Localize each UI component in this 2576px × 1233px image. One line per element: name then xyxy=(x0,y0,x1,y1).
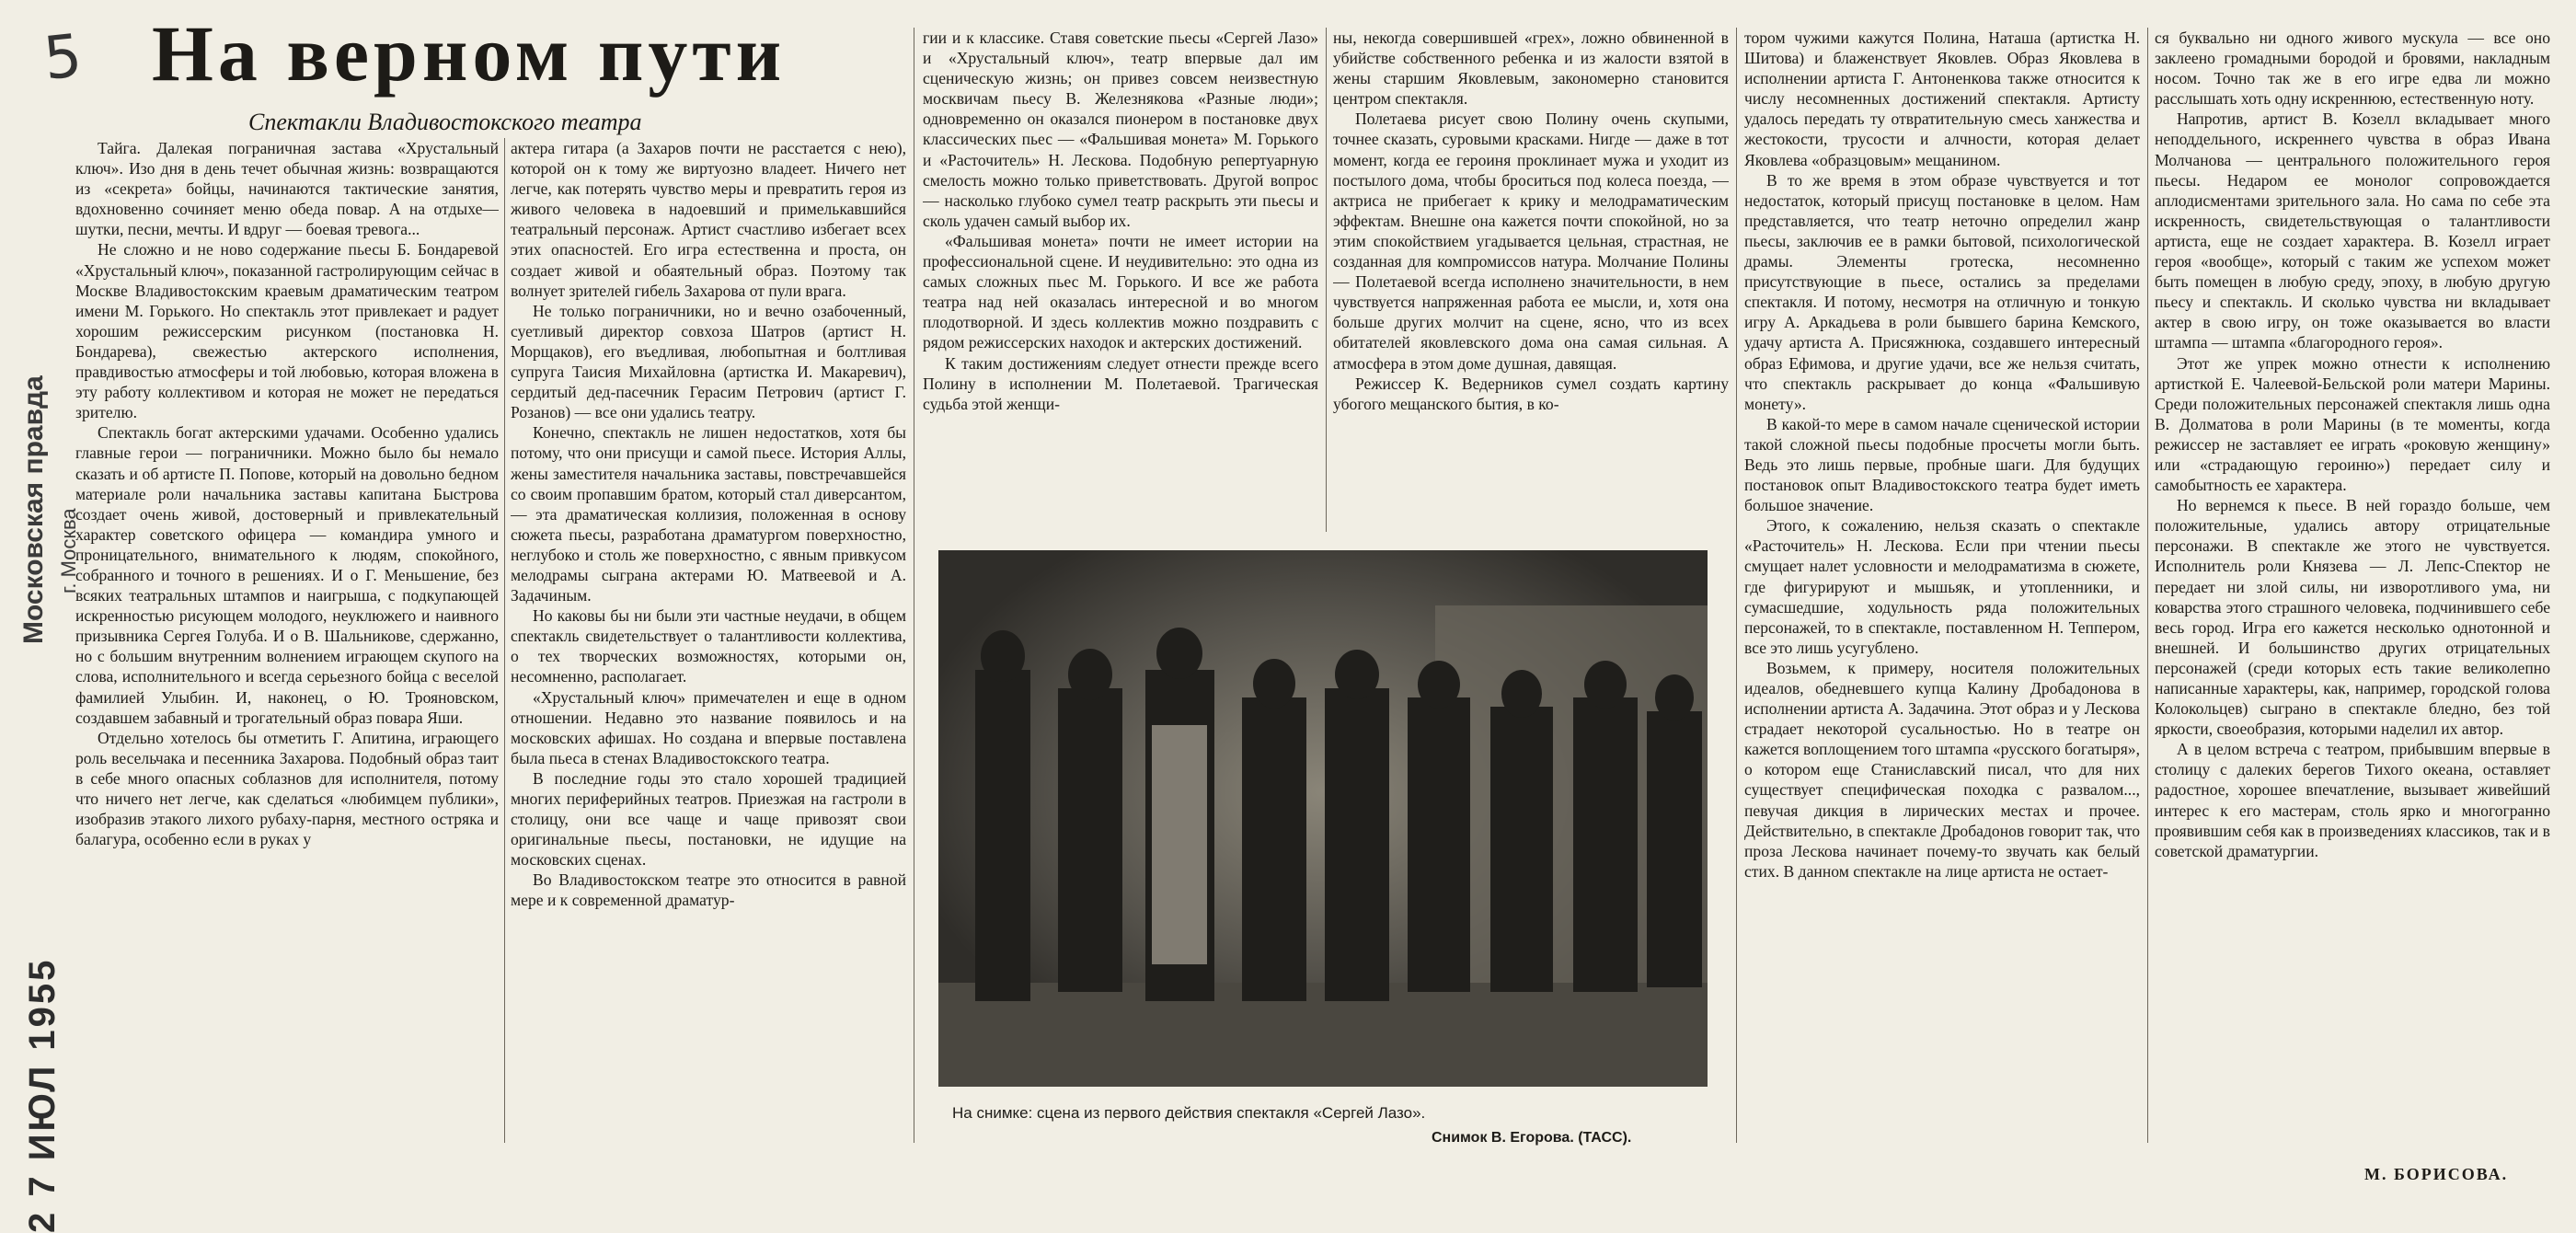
article-paragraph: Отдельно хотелось бы отметить Г. Апитина, играющего роль весельчака и песенника Захарова. Подобный образ таит в себе много опасных соблазнов для исполнителя, потому что ничего нет легче, как сделаться «любимцем публики», изобразив этакого лихого рубаху-парня, местного остряка и балагура, особенно если в руках у xyxy=(75,728,499,849)
article-paragraph: Тайга. Далекая пограничная застава «Хрустальный ключ». Изо дня в день течет обычная жизнь: возвращаются из «секрета» бойцы, начинаются тактические занятия, вдохновенно сочиняет меню обеда повар. А на отдыхе—шутки, песни, мечты. И вдруг — боевая тревога... xyxy=(75,139,499,239)
photo-credit: Снимок В. Егорова. (ТАСС). xyxy=(1432,1130,1632,1146)
article-paragraph: Но вернемся к пьесе. В ней гораздо больше, чем положительные, удались автору отрицательные персонажи. В спектакле же этого не чувствуется. Исполнитель роли Князева — Л. Лепс-Спектор не передает ни злой силы, ни изворотливого ума, ни коварства этого страшного человека, подчинившего себе весь город. Игра его кажется несколько однотонной и внешней. И большинство других отрицательных персонажей (среди которых есть такие великолепно написанные характеры, как, например, городской голова Колокольцев) сыграно в спектакле бледно, без той яркости, своеобразия, которыми наделил их автор. xyxy=(2155,496,2550,739)
column-6 xyxy=(2155,28,2550,1161)
article-paragraph: Не сложно и не ново содержание пьесы Б. Бондаревой «Хрустальный ключ», показанной гастролирующим сейчас в Москве Владивостокским краевым драматическим театром имени М. Горького. Но спектакль этот привлекает и радует хорошим режиссерским рисунком (постановка Н. Бондарева), свежестью актерского исполнения, правдивостью атмосферы и той любовью, которая вложена в эту работу коллективом и которая не может не передаться зрителю. xyxy=(75,240,499,422)
article-paragraph: В последние годы это стало хорошей традицией многих периферийных театров. Приезжая на гастроли в столицу, они все чаще и чаще привозят свои оригинальные пьесы, постановки, не идущие на московских сценах. xyxy=(511,768,906,870)
article-paragraph: Режиссер К. Ведерников сумел создать картину убогого мещанского бытия, в ко- xyxy=(1333,374,1729,413)
stage-photo xyxy=(938,550,1708,1087)
stamp-date: 2 7 ИЮЛ 1955 xyxy=(22,957,63,1233)
column-4 xyxy=(1333,28,1729,532)
article-paragraph: Полетаева рисует свою Полину очень скупыми, точнее сказать, суровыми красками. Нигде — даже в тот момент, когда ее героиня проклинает мужа и уходит из постылого дома, чтобы броситься под колеса поезда, — актриса не прибегает к крику и мелодраматическим эффектам. Внешне она кажется почти спокойной, но за этим спокойствием угадывается цельная, страстная, не созданная для компромиссов натура. Молчание Полины — Полетаевой всегда исполнено значительности, в нем чувствуется напряженная работа ее мысли, и, хотя она больше других молчит на сцене, ясно, что из всех обитателей яковлевского дома она самая сильная. А атмосфера в этом доме душная, давящая. xyxy=(1333,109,1729,373)
handwritten-number: 5 xyxy=(40,22,86,94)
article-paragraph: Этого, к сожалению, нельзя сказать о спектакле «Расточитель» Н. Лескова. Если при чтении пьесы смущает налет условности и мелодраматизма в сюжете, где фигурируют и мышьяк, и утопленники, и сумасшедшие, ходульность ряда положительных персонажей, то в спектакле, поставленном Н. Теппером, все это лишь усугублено. xyxy=(1744,516,2140,657)
column-3 xyxy=(923,28,1318,532)
column-2 xyxy=(511,138,906,1150)
article-paragraph: ны, некогда совершившей «грех», ложно обвиненной в убийстве собственного ребенка и из жалости взятой в жены старшим Яковлевым, закономерно становится центром спектакля. xyxy=(1333,29,1729,109)
column-5 xyxy=(1744,28,2140,1161)
article-paragraph: Но каковы бы ни были эти частные неудачи, в общем спектакль свидетельствует о талантливости коллектива, о тех творческих возможностях, которыми он, несомненно, располагает. xyxy=(511,606,906,686)
article-paragraph: Не только пограничники, но и вечно озабоченный, суетливый директор совхоза Шатров (артист Н. Морщаков), его въедливая, любопытная и болтливая супруга Таисия Михайловна (артистка И. Макаревич), сердитый дед-пасечник Герасим Петрович (артист Г. Розанов) — все они удались театру. xyxy=(511,301,906,422)
article-paragraph: Во Владивостокском театре это относится в равной мере и к современной драматур- xyxy=(511,870,906,910)
stamp-newspaper-name: Московская правда xyxy=(18,375,49,644)
article-title: На верном пути xyxy=(152,9,787,98)
article-paragraph: актера гитара (а Захаров почти не расстается с нею), которой он к тому же виртуозно владеет. Ничего нет легче, как потерять чувство меры и превратить героя из живого человека в надоевший и примелькавшийся театральный персонаж. Артист счастливо избегает всех этих опасностей. Его игра естественна и проста, он создает живой и обаятельный образ. Поэтому так волнует зрителей гибель Захарова от пули врага. xyxy=(511,139,906,300)
article-subtitle: Спектакли Владивостокского театра xyxy=(248,109,642,135)
photo-caption: На снимке: сцена из первого действия спектакля «Сергей Лазо». xyxy=(952,1104,1426,1122)
column-rule xyxy=(1326,28,1327,532)
article-paragraph: В какой-то мере в самом начале сценической истории такой сложной пьесы подобные просчеты могли быть. Ведь это лишь первые, пробные шаги. Для будущих постановок опыт Владивостокского театра будет иметь большое значение. xyxy=(1744,414,2140,515)
article-paragraph: Возьмем, к примеру, носителя положительных идеалов, обедневшего купца Калину Дробадонова в исполнении артиста А. Задачина. Этот образ и у Лескова страдает некоторой сусальностью. Но в театре он кажется воплощением того штампа «русского богатыря», о котором еще Станиславский писал, что для них существует специфическая походка с развалом..., певучая дикция в лирических местах и прочее. Действительно, в спектакле Дробадонов говорит так, что проза Лескова начинает почему-то звучать как белый стих. В данном спектакле на лице артиста не остает- xyxy=(1744,658,2140,881)
article-paragraph: В то же время в этом образе чувствуется и тот недостаток, который присущ постановке в целом. Нам представляется, что театр неточно определил жанр пьесы, заключив ее в рамки бытовой, психологической драмы. Элементы гротеска, несомненно присутствующие в пьесе, остались за пределами спектакля. И потому, несмотря на отличную и тонкую игру А. Аркадьева в роли бывшего барина Кемского, удачу артиста А. Присяжнюка, создавшего интересный образ Ефимова, и другие удачи, все же нельзя считать, что спектакль раскрывает до конца «Фальшивую монету». xyxy=(1744,170,2140,413)
column-rule xyxy=(1736,28,1737,1143)
column-rule xyxy=(504,138,505,1143)
article-paragraph: Спектакль богат актерскими удачами. Особенно удались главные герои — пограничники. Можно было бы немало сказать и об артисте П. Попове, который на довольно бедном материале роли начальника заставы капитана Быстрова создает очень живой, достоверный и привлекательный характер советского офицера — командира умного и проницательного, внимательного к людям, спокойного, собранного и точного в решениях. И о Г. Меньшение, без всяких театральных штампов и наигрыша, с подкупающей искренностью рисующем молодого, неуклюжего и наивного призывника Сергея Голуба. И о В. Шальникове, сдержанно, но с большим внутренним волнением играющем скупого на слова, исполнительного и всегда серьезного бойца с веселой фамилией Улыбин. И, наконец, о Ю. Трояновском, создавшем забавный и трогательный образ повара Яши. xyxy=(75,423,499,727)
article-paragraph: ся буквально ни одного живого мускула — все оно заклеено громадными бородой и бровями, накладным носом. Точно так же в его игре едва ли можно расслышать хоть одну искреннюю, естественную ноту. xyxy=(2155,29,2550,109)
column-rule xyxy=(2147,28,2148,1143)
stamp-city: г. Москва xyxy=(57,508,80,593)
author-signature: М. БОРИСОВА. xyxy=(2364,1165,2509,1183)
article-paragraph: гии и к классике. Ставя советские пьесы «Сергей Лазо» и «Хрустальный ключ», театр впервые дал им сценическую жизнь; он привез совсем неизвестную москвичам пьесу В. Железнякова «Разные люди»; одновременно он оказался пионером в постановке двух классических пьес — «Фальшивая монета» М. Горького и «Расточитель» Н. Лескова. Подобную репертуарную смелость можно только приветствовать. Другой вопрос — насколько глубоко сумел театр раскрыть эти пьесы и сколь удачен самый выбор их. xyxy=(923,29,1318,230)
column-1 xyxy=(75,138,499,1150)
article-paragraph: А в целом встреча с театром, прибывшим впервые в столицу с далеких берегов Тихого океана, оставляет радостное, хорошее впечатление, вызывает живейший интерес к его мастерам, столь ярко и многогранно проявившим себя как в произведениях классиков, так и в советской драматургии. xyxy=(2155,740,2550,860)
article-paragraph: Напротив, артист В. Козелл вкладывает много неподдельного, искреннего чувства в образ Ивана Молчанова — центрального положительного героя пьесы. Недаром ее монолог сопровождается аплодисментами зрительного зала. Но сама по себе эта искренность, свидетельствующая о талантливости артиста, еще не создает характера. В. Козелл играет героя «вообще», который с таким же успехом может быть помещен в любую среду, эпоху, в любую другую пьесу и спектакль. И сколько чувства ни вкладывает актер в свою игру, он тоже оказывается во власти штампа — штампа «благородного героя». xyxy=(2155,109,2550,352)
article-paragraph: тором чужими кажутся Полина, Наташа (артистка Н. Шитова) и блаженствует Яковлев. Образ Яковлева в исполнении артиста Г. Антоненкова также относится к числу несомненных достижений спектакля. Артисту удалось передать ту отвратительную смесь ханжества и жестокости, трусости и алчности, которая делает Яковлева «образцовым» мещанином. xyxy=(1744,29,2140,169)
article-paragraph: Этот же упрек можно отнести к исполнению артисткой Е. Чалеевой-Бельской роли матери Марины. Среди положительных персонажей спектакля лишь одна В. Долматова в роли Марины (в те моменты, когда режиссер не заставляет ее играть «роковую женщину» или «страдающую героиню») передает силу и самобытность ее характера. xyxy=(2155,353,2550,495)
article-paragraph: «Фальшивая монета» почти не имеет истории на профессиональной сцене. И неудивительно: это одна из самых сложных пьес М. Горького. И все же работа театра над ней оказалась интересной и во многом плодотворной. И здесь коллектив можно поздравить с рядом режиссерских находок и актерских достижений. xyxy=(923,231,1318,352)
article-paragraph: Конечно, спектакль не лишен недостатков, хотя бы потому, что они присущи и самой пьесе. История Аллы, жены заместителя начальника заставы, повстречавшейся со своим пропавшим братом, который стал диверсантом, — эта драматическая коллизия, положенная в основу сюжета пьесы, разработана драматургом поверхностно, неглубоко и столь же поверхностно, с явным привкусом мелодрамы сыграна актерами Ю. Матвеевой и А. Задачиным. xyxy=(511,423,906,605)
article-paragraph: «Хрустальный ключ» примечателен и еще в одном отношении. Недавно это название появилось и на московских афишах. Но создана и впервые поставлена была пьеса в стенах Владивостокского театра. xyxy=(511,687,906,767)
article-paragraph: К таким достижениям следует отнести прежде всего Полину в исполнении М. Полетаевой. Трагическая судьба этой женщи- xyxy=(923,353,1318,413)
